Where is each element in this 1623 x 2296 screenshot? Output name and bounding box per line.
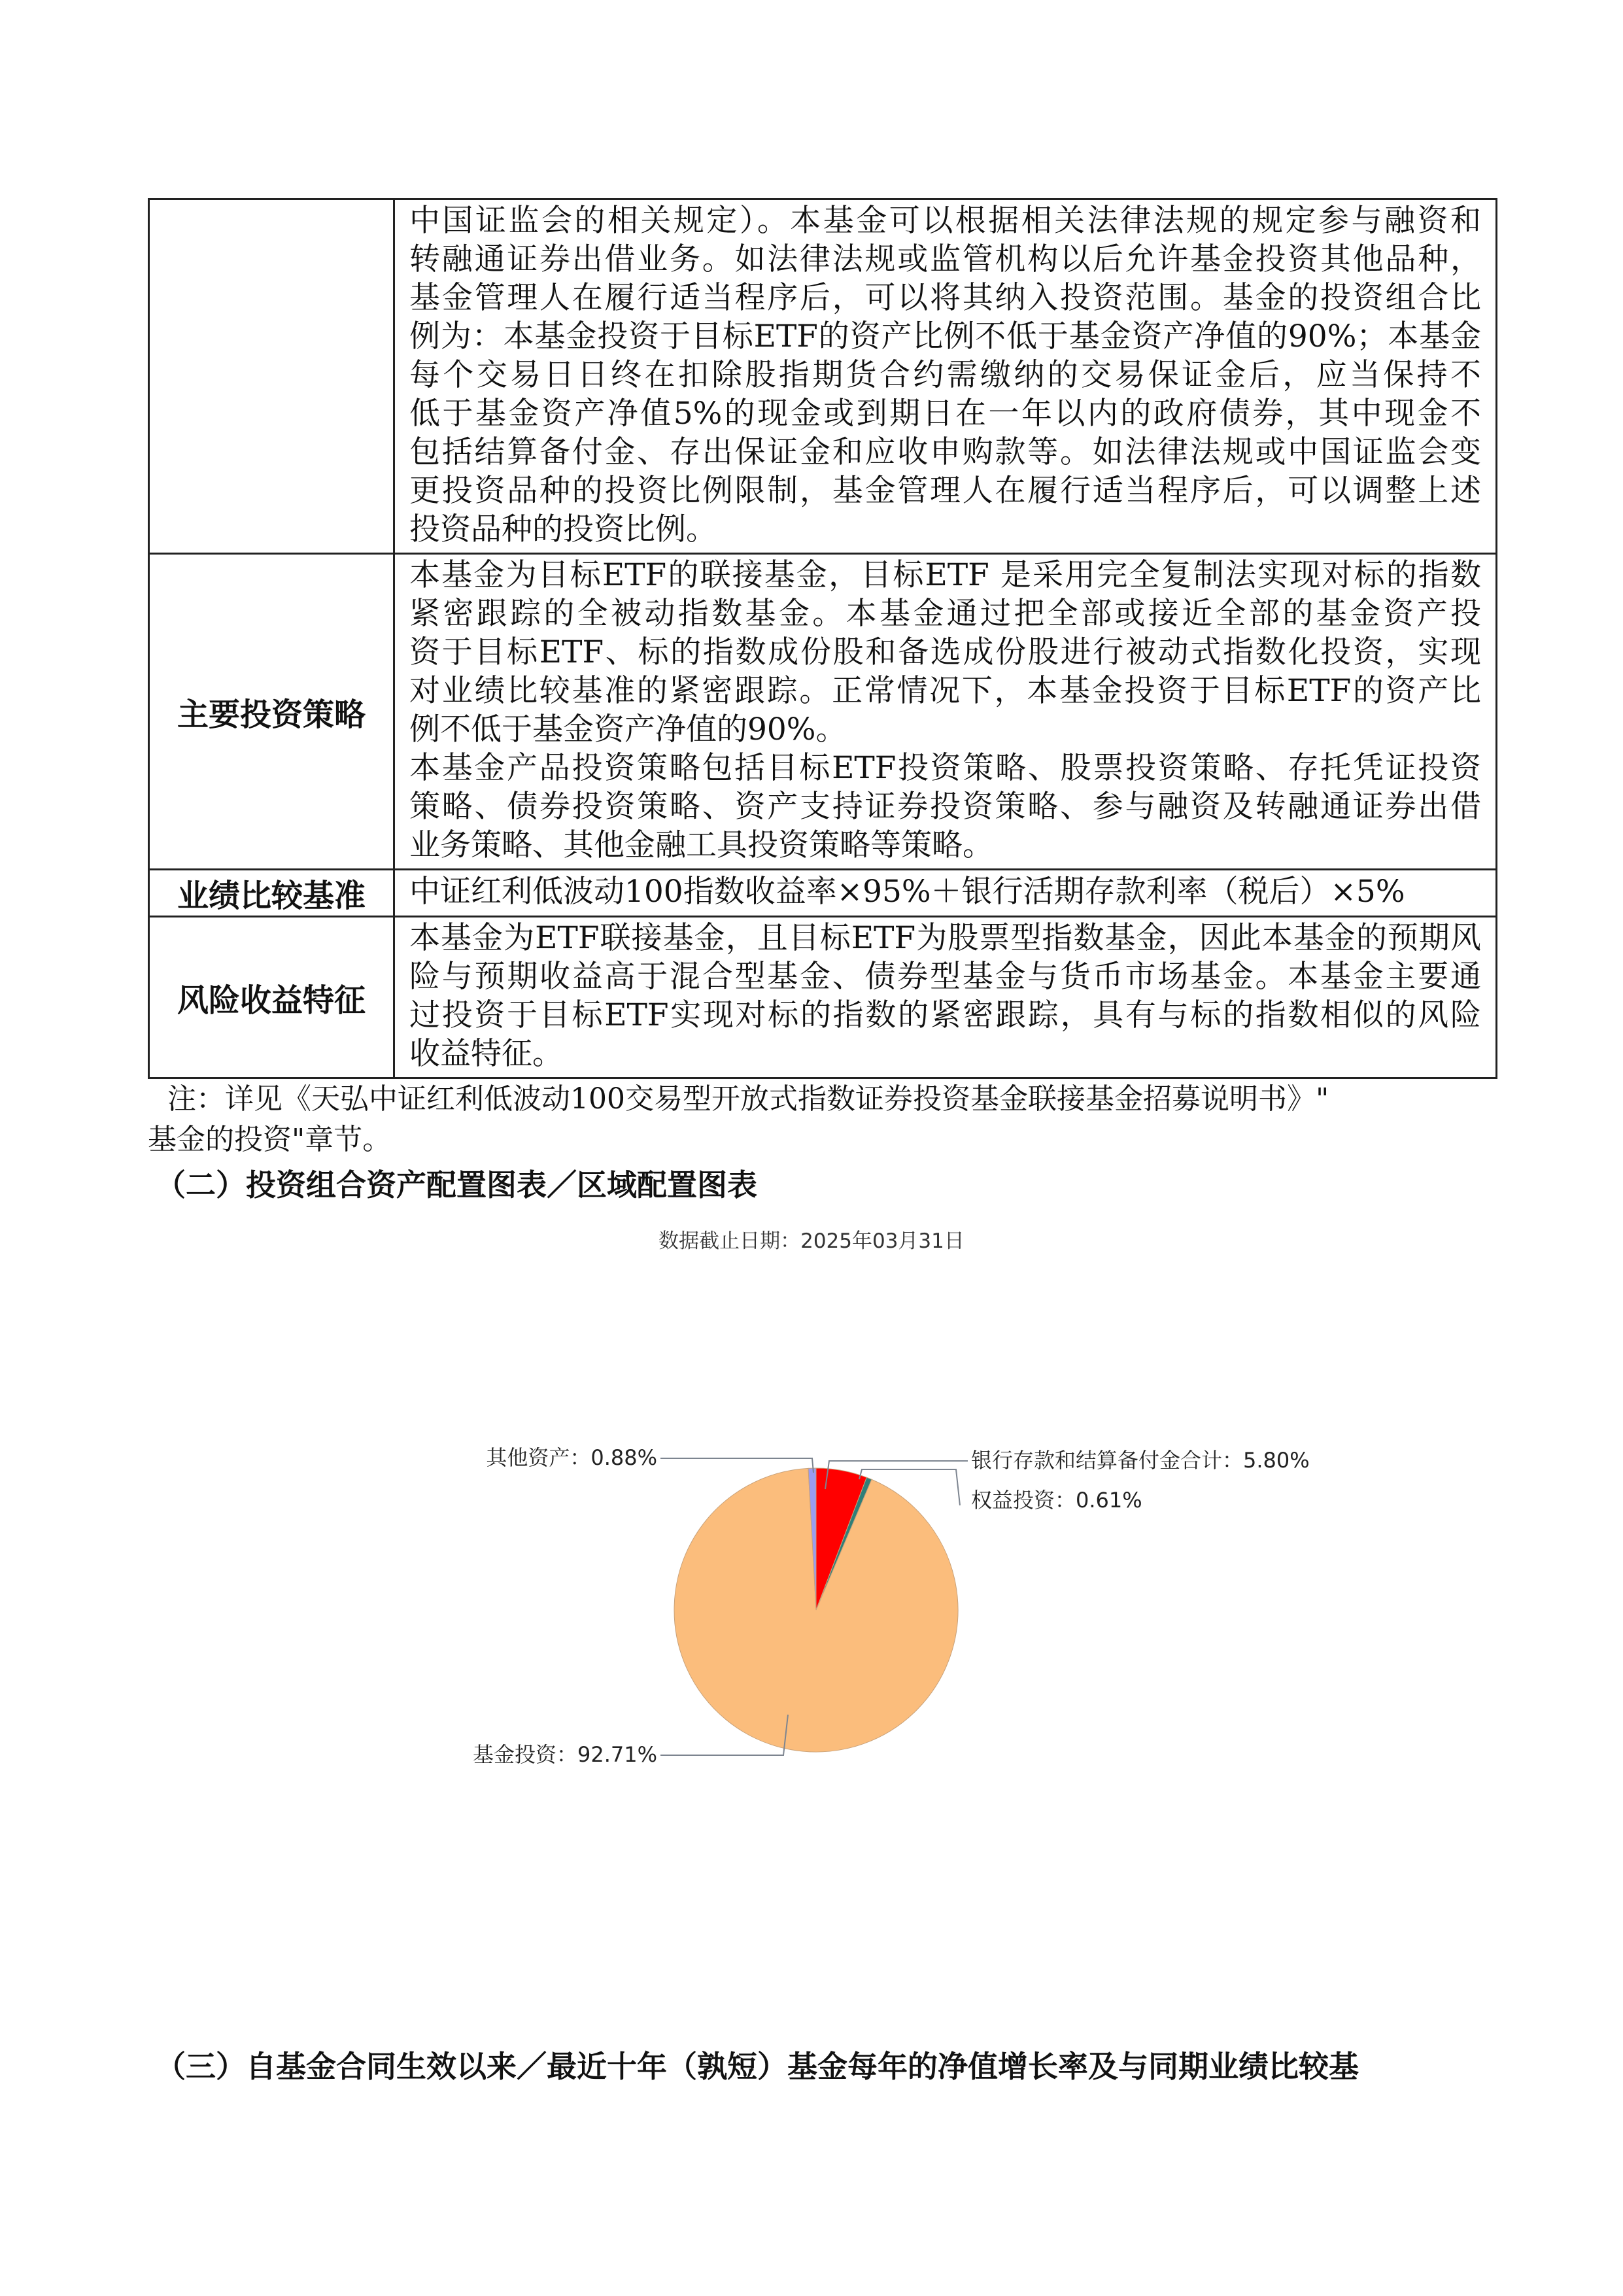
chart-title: 数据截止日期：2025年03月31日 [658,1229,965,1253]
content-line: 例不低于基金资产净值的90%。 [409,711,847,747]
content-line: 对业绩比较基准的紧密跟踪。正常情况下，本基金投资于目标ETF的资产比 [409,673,1481,709]
slice-label: 银行存款和结算备付金合计：5.80% [971,1448,1310,1473]
row-label: 风险收益特征 [149,917,394,1078]
content-line: 包括结算备付金、存出保证金和应收申购款等。如法律法规或中国证监会变 [409,434,1481,470]
section-3-heading: （三）自基金合同生效以来／最近十年（孰短）基金每年的净值增长率及与同期业绩比较基 [156,2049,1359,2084]
content-line: 中国证监会的相关规定）。本基金可以根据相关法律法规的规定参与融资和 [409,203,1481,239]
content-line: 更投资品种的投资比例限制，基金管理人在履行适当程序后，可以调整上述 [409,473,1481,509]
slice-label: 权益投资：0.61% [971,1488,1142,1513]
row-content [394,554,1497,870]
content-line: 紧密跟踪的全被动指数基金。本基金通过把全部或接近全部的基金资产投 [409,596,1481,632]
content-line: 本基金产品投资策略包括目标ETF投资策略、股票投资策略、存托凭证投资 [409,750,1481,786]
slice-label: 基金投资：92.71% [472,1742,657,1767]
row-label [149,199,394,554]
note-line-2: 基金的投资"章节。 [148,1123,392,1156]
content-line: 中证红利低波动100指数收益率×95%＋银行活期存款利率（税后）×5% [409,874,1405,910]
content-line: 收益特征。 [409,1036,563,1072]
content-line: 业务策略、其他金融工具投资策略等策略。 [409,827,993,863]
content-line: 每个交易日日终在扣除股指期货合约需缴纳的交易保证金后，应当保持不 [409,357,1481,393]
page-content [148,198,1497,2086]
row-label: 主要投资策略 [149,554,394,870]
table-row [149,554,1497,870]
row-content [394,917,1497,1078]
content-line: 资于目标ETF、标的指数成份股和备选成份股进行被动式指数化投资，实现 [409,634,1481,670]
asset-allocation-pie-chart [0,1407,1623,1813]
note [148,1079,1497,1160]
content-line: 本基金为ETF联接基金，且目标ETF为股票型指数基金，因此本基金的预期风 [409,920,1481,956]
table-row [149,870,1497,917]
note-line-1: 注：详见《天弘中证红利低波动100交易型开放式指数证券投资基金联接基金招募说明书》" [167,1082,1329,1116]
fund-info-table [148,198,1497,1079]
content-line: 本基金为目标ETF的联接基金，目标ETF 是采用完全复制法实现对标的指数 [409,557,1481,593]
row-content [394,870,1497,917]
content-line: 策略、债券投资策略、资产支持证券投资策略、参与融资及转融通证券出借 [409,789,1481,825]
table-row [149,917,1497,1078]
section-2-heading: （二）投资组合资产配置图表／区域配置图表 [156,1167,757,1203]
content-line: 转融通证券出借业务。如法律法规或监管机构以后允许基金投资其他品种， [409,241,1481,277]
content-line: 基金管理人在履行适当程序后，可以将其纳入投资范围。基金的投资组合比 [409,280,1481,316]
table-row [149,199,1497,554]
content-line: 例为：本基金投资于目标ETF的资产比例不低于基金资产净值的90%；本基金 [409,318,1481,354]
content-line: 险与预期收益高于混合型基金、债券型基金与货币市场基金。本基金主要通 [409,959,1481,995]
content-line: 投资品种的投资比例。 [409,511,717,547]
slice-label: 其他资产：0.88% [486,1445,657,1470]
content-line: 低于基金资产净值5%的现金或到期日在一年以内的政府债券，其中现金不 [409,396,1481,432]
row-label: 业绩比较基准 [149,870,394,917]
row-content [394,199,1497,554]
content-line: 过投资于目标ETF实现对标的指数的紧密跟踪，具有与标的指数相似的风险 [409,997,1481,1033]
